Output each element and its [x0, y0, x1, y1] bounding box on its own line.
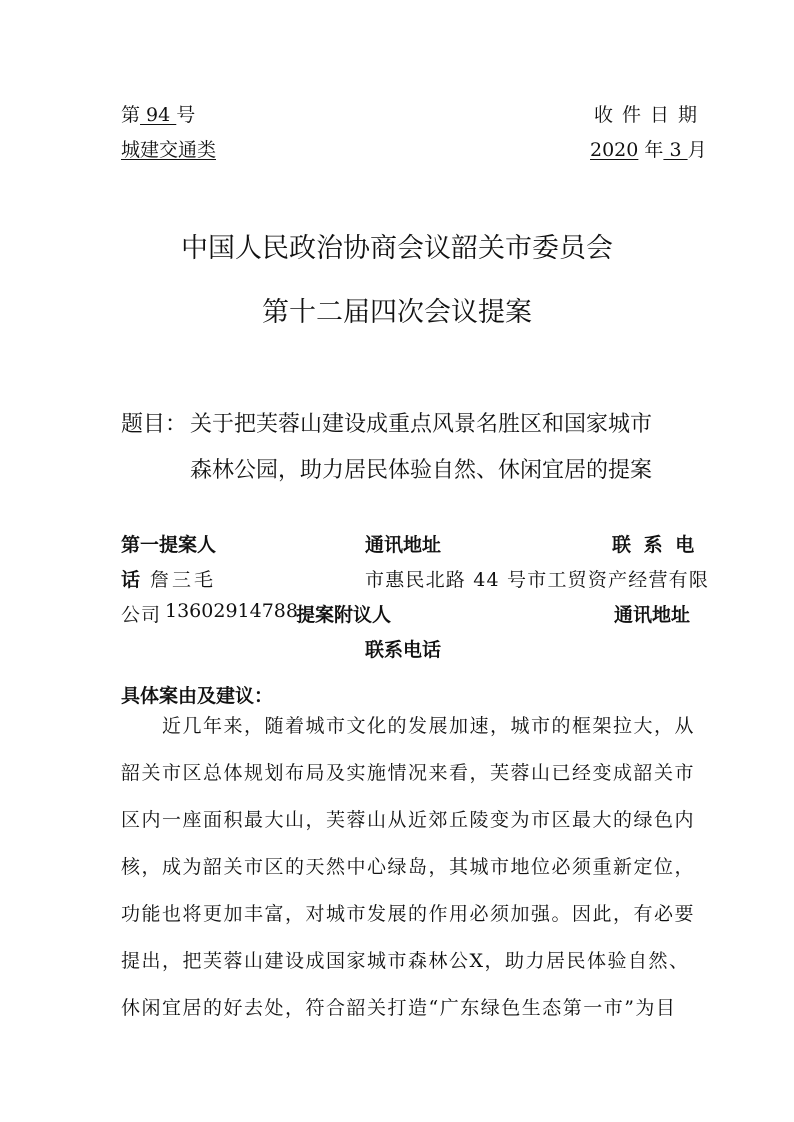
month-label: 月 — [687, 139, 707, 161]
subject-line-2: 森林公园，助力居民体验自然、休闲宜居的提案 — [190, 458, 653, 483]
proposal-number — [121, 100, 195, 127]
title-line-1: 中国人民政治协商会议韶关市委员会 — [181, 233, 613, 264]
body-line: 区内一座面积最大山，芙蓉山从近郊丘陵变为市区最大的绿色内 — [121, 809, 696, 831]
subject-line-1: 关于把芙蓉山建设成重点风景名胜区和国家城市 — [190, 412, 653, 437]
co-phone-label: 联系电话 — [365, 639, 442, 661]
body-line: 韶关市区总体规划布局及实施情况来看，芙蓉山已经变成韶关市 — [121, 762, 696, 784]
subject-label: 题目： — [121, 412, 188, 437]
body-line: 近几年来，随着城市文化的发展加速，城市的框架拉大，从 — [121, 715, 696, 737]
address-label: 通讯地址 — [365, 534, 442, 556]
category: 城建交通类 — [121, 139, 217, 161]
phone-label: 联 系 电 — [612, 534, 695, 556]
proposer-phone: 13602914788 — [165, 600, 298, 622]
body-line: 休闲宜居的好去处，符合韶关打造“广东绿色生态第一市”为目 — [121, 997, 677, 1019]
body-heading: 具体案由及建议： — [121, 685, 274, 707]
year: 2020 — [590, 139, 639, 161]
number-prefix: 第 — [121, 104, 141, 126]
number-value: 94 — [140, 104, 177, 126]
month: 3 — [663, 139, 688, 161]
co-proposer-label: 提案附议人 — [296, 604, 392, 626]
body-line: 提出，把芙蓉山建设成国家城市森林公X，助力居民体验自然、 — [121, 950, 690, 972]
proposer-name: 詹三毛 — [150, 569, 217, 591]
proposer-address: 市惠民北路 44 号市工贸资产经营有限 — [365, 569, 710, 591]
received-date — [590, 135, 707, 162]
received-date-label: 收件日期 — [594, 104, 707, 126]
title-line-2: 第十二届四次会议提案 — [262, 297, 532, 328]
phone-label-cont: 话 — [121, 569, 141, 591]
year-label: 年 — [638, 139, 664, 161]
proposer-address-cont: 公司 — [121, 604, 162, 626]
number-suffix: 号 — [176, 104, 196, 126]
body-line: 功能也将更加丰富，对城市发展的作用必须加强。因此，有必要 — [121, 903, 696, 925]
first-proposer-label: 第一提案人 — [121, 534, 217, 556]
co-address-label: 通讯地址 — [614, 604, 691, 626]
body-line: 核，成为韶关市区的天然中心绿岛，其城市地位必须重新定位， — [121, 856, 696, 878]
